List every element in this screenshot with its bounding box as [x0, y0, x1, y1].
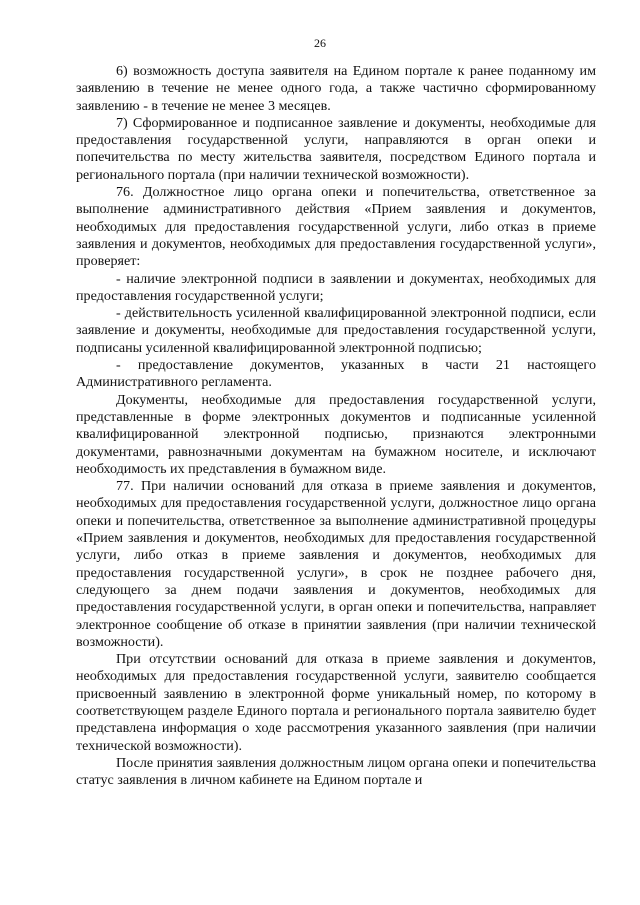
paragraph-77: 77. При наличии оснований для отказа в приеме заявления и документов, необходимых для предоставления государственной услуги, должностное лицо органа опеки и попечительства, ответственное за выполнение административной процедуры «Прием заявления и документов, необходимых для предоставления государственной услуги, либо отказ в приеме заявления и документов, необходимых для предоставления государственной услуги», в срок не позднее рабочего дня, следующего за днем подачи заявления и документов, необходимых для предоставления государственной услуги, в орган опеки и попечительства, направляет электронное сообщение об отказе в принятии заявления (при наличии технической возможности).: [76, 478, 596, 650]
paragraph-76: 76. Должностное лицо органа опеки и попечительства, ответственное за выполнение административного действия «Прием заявления и документов, необходимых для предоставления государственной услуги, либо отказ в приеме заявления и документов, необходимых для предоставления государственной услуги», проверяет:: [76, 184, 596, 270]
paragraph-no-refusal-grounds: При отсутствии оснований для отказа в приеме заявления и документов, необходимых для предоставления государственной услуги, заявителю сообщается присвоенный заявлению в электронной форме уникальный номер, по которому в соответствующем разделе Единого портала и регионального портала заявителю будет представлена информация о ходе рассмотрения указанного заявления (при наличии технической возможности).: [76, 651, 596, 754]
page-number: 26: [314, 36, 326, 50]
paragraph-after-acceptance: После принятия заявления должностным лицом органа опеки и попечительства статус заявления в личном кабинете на Едином портале и: [76, 754, 596, 789]
checklist-item-signature: - наличие электронной подписи в заявлении и документах, необходимых для предоставления государственной услуги;: [76, 270, 596, 304]
document-body: [76, 63, 596, 789]
checklist-item-signature-validity: - действительность усиленной квалифицированной электронной подписи, если заявление и документы, необходимые для предоставления государственной услуги, подписаны усиленной квалифицированной электронной подписью;: [76, 305, 596, 356]
checklist-item-documents: - предоставление документов, указанных в части 21 настоящего Административного регламента.: [76, 357, 596, 391]
paragraph-item-6: 6) возможность доступа заявителя на Едином портале к ранее поданному им заявлению в течение не менее одного года, а также частично сформированному заявлению - в течение не менее 3 месяцев.: [76, 63, 596, 114]
paragraph-electronic-documents: Документы, необходимые для предоставления государственной услуги, представленные в форме электронных документов и подписанные усиленной квалифицированной электронной подписью, признаются электронными документами, равнозначными документам на бумажном носителе, и исключают необходимость их представления в бумажном виде.: [76, 391, 596, 477]
paragraph-item-7: 7) Сформированное и подписанное заявление и документы, необходимые для предоставления государственной услуги, направляются в орган опеки и попечительства по месту жительства заявителя, посредством Единого портала и регионального портала (при наличии технической возможности).: [76, 114, 596, 183]
